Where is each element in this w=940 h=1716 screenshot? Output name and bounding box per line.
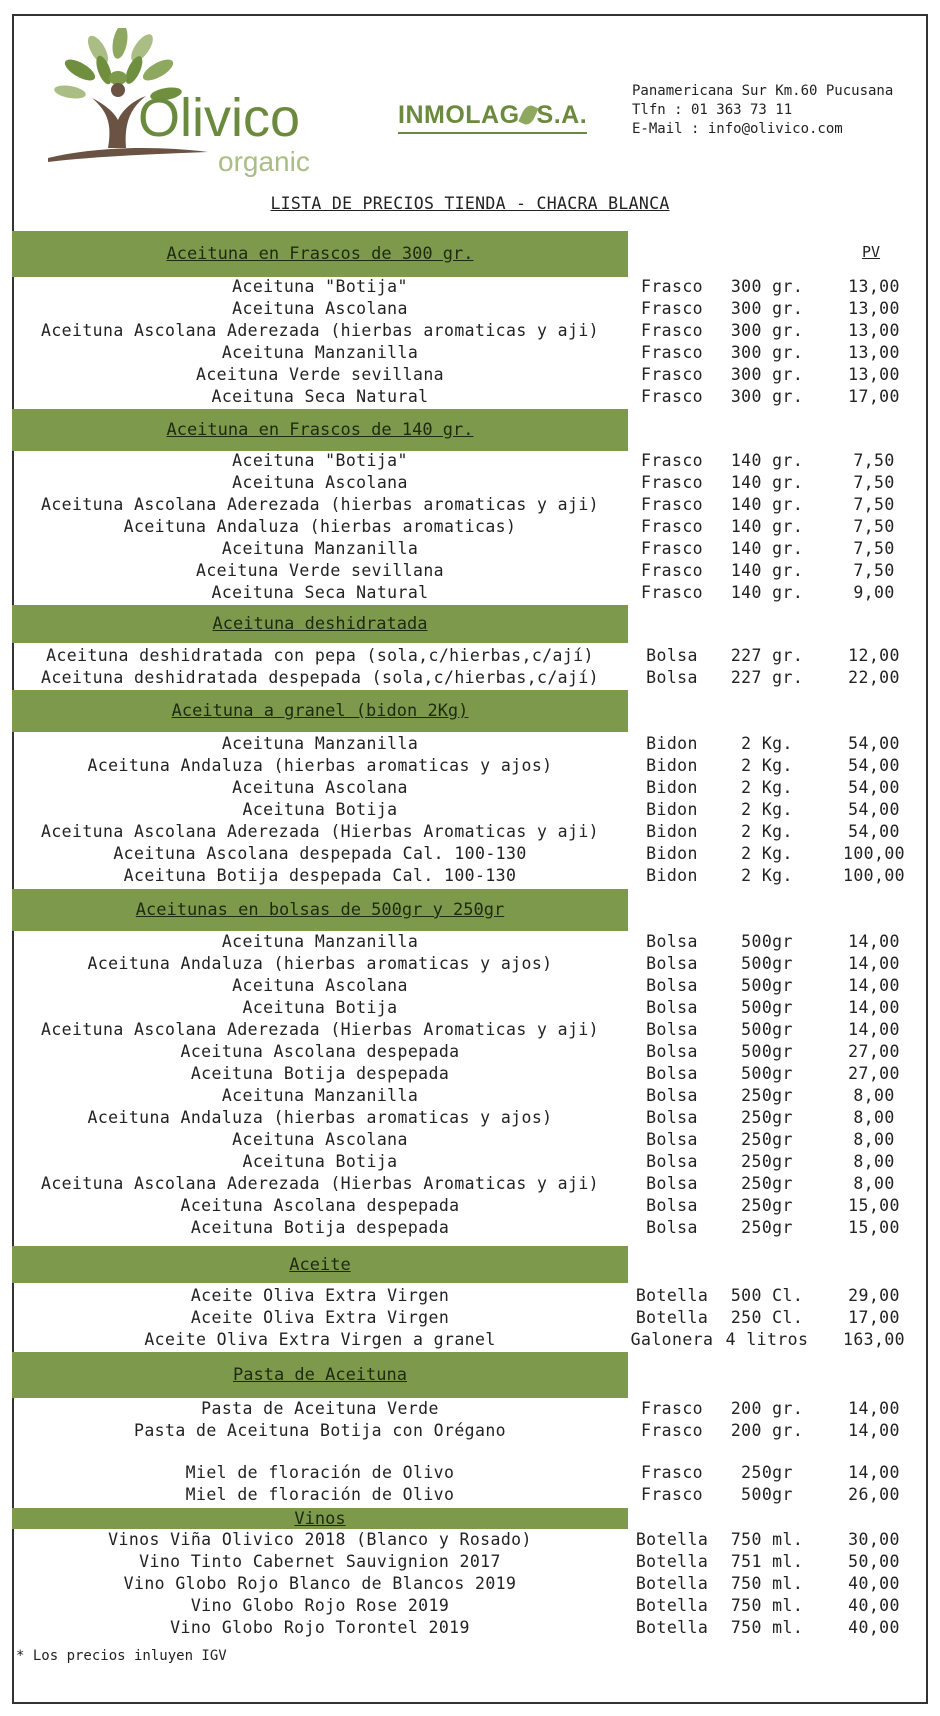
product-price: 14,00 — [848, 1020, 900, 1039]
product-size: 250gr — [741, 1218, 793, 1237]
product-row — [0, 516, 940, 538]
product-size: 2 Kg. — [741, 778, 793, 797]
product-price: 14,00 — [848, 976, 900, 995]
product-row — [0, 1398, 940, 1420]
product-unit: Bolsa — [646, 646, 698, 665]
product-name: Vino Tinto Cabernet Sauvignion 2017 — [139, 1552, 501, 1571]
product-row — [0, 1217, 940, 1239]
product-size: 750 ml. — [730, 1530, 804, 1549]
product-row — [0, 1107, 940, 1129]
product-price: 54,00 — [848, 756, 900, 775]
product-name: Aceituna Botija despepada Cal. 100-130 — [123, 866, 517, 885]
product-name: Aceituna deshidratada con pepa (sola,c/hierbas,c/ají) — [46, 646, 594, 665]
product-price: 12,00 — [848, 646, 900, 665]
product-price: 13,00 — [848, 365, 900, 384]
product-row — [0, 931, 940, 953]
section-title: Pasta de Aceituna — [233, 1365, 407, 1385]
product-size: 300 gr. — [730, 365, 804, 384]
product-row — [0, 1617, 940, 1639]
product-row — [0, 1195, 940, 1217]
product-unit: Bidon — [646, 866, 698, 885]
product-unit: Bidon — [646, 734, 698, 753]
product-price: 8,00 — [853, 1130, 895, 1149]
product-price: 40,00 — [848, 1574, 900, 1593]
product-unit: Frasco — [640, 1421, 703, 1440]
product-price: 9,00 — [853, 583, 895, 602]
product-row — [0, 1573, 940, 1595]
product-unit: Frasco — [640, 277, 703, 296]
product-size: 250gr — [741, 1174, 793, 1193]
product-row — [0, 1063, 940, 1085]
product-name: Aceituna Ascolana — [232, 778, 408, 797]
product-size: 300 gr. — [730, 387, 804, 406]
product-size: 250gr — [741, 1086, 793, 1105]
product-name: Aceituna Andaluza (hierbas aromaticas y ajos) — [87, 756, 553, 775]
product-price: 54,00 — [848, 800, 900, 819]
product-name: Aceituna Botija — [242, 800, 398, 819]
product-size: 140 gr. — [730, 517, 804, 536]
product-unit: Frasco — [640, 1399, 703, 1418]
product-unit: Bolsa — [646, 1130, 698, 1149]
product-name: Aceituna Manzanilla — [221, 932, 419, 951]
product-name: Vino Globo Rojo Rose 2019 — [190, 1596, 450, 1615]
product-size: 140 gr. — [730, 539, 804, 558]
product-price: 17,00 — [848, 387, 900, 406]
olive-leaf-icon — [518, 103, 538, 127]
product-price: 13,00 — [848, 277, 900, 296]
product-unit: Bidon — [646, 756, 698, 775]
product-size: 500gr — [741, 932, 793, 951]
brand-name: Olivico — [138, 88, 301, 148]
product-size: 500 Cl. — [730, 1286, 804, 1305]
product-unit: Bolsa — [646, 932, 698, 951]
product-price: 17,00 — [848, 1308, 900, 1327]
product-size: 250gr — [741, 1152, 793, 1171]
product-unit: Bolsa — [646, 668, 698, 687]
product-name: Miel de floración de Olivo — [185, 1463, 455, 1482]
product-size: 500gr — [741, 1064, 793, 1083]
product-price: 7,50 — [853, 451, 895, 470]
product-price: 100,00 — [842, 844, 905, 863]
product-row — [0, 997, 940, 1019]
email: E-Mail : info@olivico.com — [632, 121, 843, 137]
product-price: 7,50 — [853, 495, 895, 514]
product-price: 7,50 — [853, 517, 895, 536]
product-row — [0, 1307, 940, 1329]
product-row — [0, 494, 940, 516]
product-name: Aceite Oliva Extra Virgen — [190, 1308, 450, 1327]
product-price: 8,00 — [853, 1152, 895, 1171]
product-name: Aceituna Botija despepada — [190, 1064, 450, 1083]
product-row — [0, 1595, 940, 1617]
product-name: Aceituna Manzanilla — [221, 1086, 419, 1105]
product-unit: Botella — [635, 1618, 709, 1637]
product-size: 2 Kg. — [741, 800, 793, 819]
product-unit: Frasco — [640, 583, 703, 602]
product-price: 40,00 — [848, 1596, 900, 1615]
product-row — [0, 364, 940, 386]
product-name: Aceite Oliva Extra Virgen — [190, 1286, 450, 1305]
section-header — [12, 889, 628, 931]
product-name: Aceituna Verde sevillana — [195, 561, 444, 580]
product-name: Aceituna Manzanilla — [221, 539, 419, 558]
product-name: Aceituna Ascolana — [232, 976, 408, 995]
product-row — [0, 1041, 940, 1063]
product-row — [0, 777, 940, 799]
product-row — [0, 821, 940, 843]
product-unit: Frasco — [640, 451, 703, 470]
product-name: Aceituna Ascolana despepada Cal. 100-130 — [113, 844, 527, 863]
product-price: 14,00 — [848, 998, 900, 1017]
product-unit: Bidon — [646, 844, 698, 863]
product-unit: Bidon — [646, 800, 698, 819]
section-title: Aceitunas en bolsas de 500gr y 250gr — [135, 900, 505, 920]
product-price: 8,00 — [853, 1174, 895, 1193]
product-size: 300 gr. — [730, 343, 804, 362]
product-name: Aceituna Ascolana Aderezada (Hierbas Aromaticas y aji) — [40, 822, 600, 841]
product-price: 27,00 — [848, 1064, 900, 1083]
company-name — [398, 100, 587, 134]
product-name: Aceituna Andaluza (hierbas aromaticas y ajos) — [87, 1108, 553, 1127]
section-title: Aceituna a granel (bidon 2Kg) — [171, 701, 469, 721]
product-row — [0, 975, 940, 997]
product-price: 7,50 — [853, 473, 895, 492]
product-size: 200 gr. — [730, 1421, 804, 1440]
product-row — [0, 276, 940, 298]
product-size: 500gr — [741, 1042, 793, 1061]
product-size: 500gr — [741, 998, 793, 1017]
section-header — [12, 605, 628, 643]
product-size: 250gr — [741, 1108, 793, 1127]
product-row — [0, 1151, 940, 1173]
product-name: Aceituna Ascolana — [232, 299, 408, 318]
product-size: 750 ml. — [730, 1618, 804, 1637]
product-name: Aceite Oliva Extra Virgen a granel — [144, 1330, 496, 1349]
product-unit: Botella — [635, 1308, 709, 1327]
product-size: 227 gr. — [730, 668, 804, 687]
product-price: 14,00 — [848, 954, 900, 973]
section-title: Aceituna en Frascos de 300 gr. — [166, 244, 474, 264]
product-size: 300 gr. — [730, 277, 804, 296]
product-price: 30,00 — [848, 1530, 900, 1549]
product-size: 250 Cl. — [730, 1308, 804, 1327]
product-unit: Botella — [635, 1574, 709, 1593]
product-price: 29,00 — [848, 1286, 900, 1305]
product-size: 200 gr. — [730, 1399, 804, 1418]
product-name: Aceituna Manzanilla — [221, 734, 419, 753]
product-row — [0, 1551, 940, 1573]
product-name: Aceituna Botija — [242, 998, 398, 1017]
product-name: Vino Globo Rojo Torontel 2019 — [170, 1618, 470, 1637]
product-size: 300 gr. — [730, 321, 804, 340]
phone: Tlfn : 01 363 73 11 — [632, 102, 793, 118]
product-unit: Frasco — [640, 495, 703, 514]
product-row — [0, 1173, 940, 1195]
product-size: 500gr — [741, 1485, 793, 1504]
product-price: 14,00 — [848, 1463, 900, 1482]
product-name: Pasta de Aceituna Botija con Orégano — [133, 1421, 507, 1440]
section-title: Vinos — [294, 1508, 346, 1529]
product-unit: Frasco — [640, 539, 703, 558]
product-size: 500gr — [741, 954, 793, 973]
product-name: Aceituna Ascolana — [232, 473, 408, 492]
product-name: Aceituna Ascolana Aderezada (hierbas aromaticas y aji) — [40, 495, 600, 514]
product-size: 140 gr. — [730, 561, 804, 580]
product-size: 140 gr. — [730, 473, 804, 492]
product-size: 140 gr. — [730, 495, 804, 514]
product-row — [0, 799, 940, 821]
product-size: 750 ml. — [730, 1574, 804, 1593]
olivico-logo — [38, 28, 368, 178]
product-row — [0, 1462, 940, 1484]
product-price: 15,00 — [848, 1218, 900, 1237]
product-size: 140 gr. — [730, 583, 804, 602]
product-price: 14,00 — [848, 932, 900, 951]
product-row — [0, 1529, 940, 1551]
product-row — [0, 1420, 940, 1442]
section-title: Aceituna deshidratada — [212, 614, 428, 634]
product-name: Aceituna deshidratada despepada (sola,c/hierbas,c/ají) — [40, 668, 600, 687]
product-unit: Botella — [635, 1552, 709, 1571]
product-price: 8,00 — [853, 1108, 895, 1127]
product-size: 227 gr. — [730, 646, 804, 665]
product-size: 500gr — [741, 976, 793, 995]
product-size: 2 Kg. — [741, 734, 793, 753]
section-header — [12, 690, 628, 732]
product-name: Aceituna Ascolana despepada — [180, 1042, 460, 1061]
product-unit: Bolsa — [646, 976, 698, 995]
product-row — [0, 755, 940, 777]
product-name: Aceituna Botija despepada — [190, 1218, 450, 1237]
product-row — [0, 386, 940, 408]
product-price: 163,00 — [842, 1330, 905, 1349]
product-name: Aceituna Seca Natural — [211, 583, 429, 602]
product-row — [0, 645, 940, 667]
product-unit: Bolsa — [646, 1042, 698, 1061]
product-price: 54,00 — [848, 822, 900, 841]
product-row — [0, 582, 940, 604]
product-name: Vino Globo Rojo Blanco de Blancos 2019 — [123, 1574, 517, 1593]
product-name: Aceituna "Botija" — [232, 451, 408, 470]
product-size: 300 gr. — [730, 299, 804, 318]
product-price: 14,00 — [848, 1399, 900, 1418]
product-name: Aceituna Ascolana Aderezada (Hierbas Aromaticas y aji) — [40, 1174, 600, 1193]
company-name-part1: INMOLAG — [398, 101, 520, 129]
product-unit: Bolsa — [646, 1086, 698, 1105]
section-title: Aceite — [289, 1254, 351, 1275]
product-row — [0, 538, 940, 560]
product-unit: Bolsa — [646, 1196, 698, 1215]
product-unit: Bolsa — [646, 1108, 698, 1127]
product-size: 4 litros — [725, 1330, 809, 1349]
section-title: Aceituna en Frascos de 140 gr. — [166, 420, 474, 440]
product-row — [0, 320, 940, 342]
product-price: 7,50 — [853, 561, 895, 580]
product-unit: Frasco — [640, 365, 703, 384]
product-price: 54,00 — [848, 778, 900, 797]
product-unit: Bolsa — [646, 998, 698, 1017]
product-price: 100,00 — [842, 866, 905, 885]
product-size: 2 Kg. — [741, 844, 793, 863]
product-name: Aceituna Verde sevillana — [195, 365, 444, 384]
product-price: 22,00 — [848, 668, 900, 687]
product-price: 27,00 — [848, 1042, 900, 1061]
product-name: Aceituna Andaluza (hierbas aromaticas y ajos) — [87, 954, 553, 973]
product-size: 250gr — [741, 1196, 793, 1215]
product-row — [0, 733, 940, 755]
product-name: Aceituna Ascolana Aderezada (Hierbas Aromaticas y aji) — [40, 1020, 600, 1039]
product-row — [0, 342, 940, 364]
product-row — [0, 1129, 940, 1151]
product-unit: Botella — [635, 1596, 709, 1615]
product-name: Vinos Viña Olivico 2018 (Blanco y Rosado) — [108, 1530, 532, 1549]
product-size: 750 ml. — [730, 1596, 804, 1615]
section-header — [12, 1246, 628, 1283]
product-name: Aceituna Manzanilla — [221, 343, 419, 362]
section-header — [12, 1508, 628, 1529]
product-row — [0, 472, 940, 494]
product-unit: Bidon — [646, 778, 698, 797]
product-unit: Botella — [635, 1286, 709, 1305]
product-name: Aceituna Ascolana Aderezada (hierbas aromaticas y aji) — [40, 321, 600, 340]
product-size: 2 Kg. — [741, 756, 793, 775]
product-name: Aceituna Seca Natural — [211, 387, 429, 406]
product-unit: Frasco — [640, 473, 703, 492]
product-unit: Frasco — [640, 299, 703, 318]
product-name: Aceituna Ascolana despepada — [180, 1196, 460, 1215]
product-unit: Galonera — [630, 1330, 714, 1349]
product-name: Aceituna "Botija" — [232, 277, 408, 296]
product-price: 13,00 — [848, 343, 900, 362]
price-column-header: PV — [862, 243, 881, 261]
section-header — [12, 409, 628, 451]
product-row — [0, 953, 940, 975]
product-price: 54,00 — [848, 734, 900, 753]
product-name: Aceituna Ascolana — [232, 1130, 408, 1149]
product-unit: Bolsa — [646, 1064, 698, 1083]
product-unit: Frasco — [640, 1463, 703, 1482]
product-price: 13,00 — [848, 321, 900, 340]
section-header — [12, 231, 628, 277]
product-row — [0, 298, 940, 320]
product-price: 13,00 — [848, 299, 900, 318]
product-name: Aceituna Botija — [242, 1152, 398, 1171]
product-price: 40,00 — [848, 1618, 900, 1637]
product-price: 26,00 — [848, 1485, 900, 1504]
product-price: 14,00 — [848, 1421, 900, 1440]
brand-subtitle: organic — [218, 146, 310, 177]
page-title: LISTA DE PRECIOS TIENDA - CHACRA BLANCA — [270, 194, 670, 213]
product-size: 2 Kg. — [741, 822, 793, 841]
product-row — [0, 843, 940, 865]
product-unit: Frasco — [640, 387, 703, 406]
product-unit: Botella — [635, 1530, 709, 1549]
product-unit: Bolsa — [646, 954, 698, 973]
product-name: Pasta de Aceituna Verde — [201, 1399, 439, 1418]
address: Panamericana Sur Km.60 Pucusana — [632, 83, 894, 99]
product-row — [0, 450, 940, 472]
product-unit: Bolsa — [646, 1218, 698, 1237]
product-unit: Frasco — [640, 343, 703, 362]
product-size: 751 ml. — [730, 1552, 804, 1571]
product-row — [0, 1085, 940, 1107]
product-unit: Bolsa — [646, 1174, 698, 1193]
footnote: * Los precios inluyen IGV — [16, 1648, 227, 1664]
product-size: 500gr — [741, 1020, 793, 1039]
product-price: 15,00 — [848, 1196, 900, 1215]
product-unit: Frasco — [640, 517, 703, 536]
product-price: 8,00 — [853, 1086, 895, 1105]
product-size: 250gr — [741, 1130, 793, 1149]
product-unit: Bidon — [646, 822, 698, 841]
product-row — [0, 865, 940, 887]
product-name: Aceituna Andaluza (hierbas aromaticas) — [123, 517, 517, 536]
company-name-part2: S.A. — [536, 101, 588, 129]
product-unit: Frasco — [640, 1485, 703, 1504]
product-unit: Bolsa — [646, 1152, 698, 1171]
section-header — [12, 1352, 628, 1398]
product-price: 50,00 — [848, 1552, 900, 1571]
product-row — [0, 1285, 940, 1307]
product-unit: Frasco — [640, 321, 703, 340]
product-size: 250gr — [741, 1463, 793, 1482]
product-size: 2 Kg. — [741, 866, 793, 885]
product-row — [0, 667, 940, 689]
product-row — [0, 1019, 940, 1041]
contact-info — [632, 82, 893, 139]
product-unit: Bolsa — [646, 1020, 698, 1039]
product-name: Miel de floración de Olivo — [185, 1485, 455, 1504]
product-unit: Frasco — [640, 561, 703, 580]
product-row — [0, 1329, 940, 1351]
product-row — [0, 1484, 940, 1506]
product-price: 7,50 — [853, 539, 895, 558]
product-row — [0, 560, 940, 582]
product-size: 140 gr. — [730, 451, 804, 470]
